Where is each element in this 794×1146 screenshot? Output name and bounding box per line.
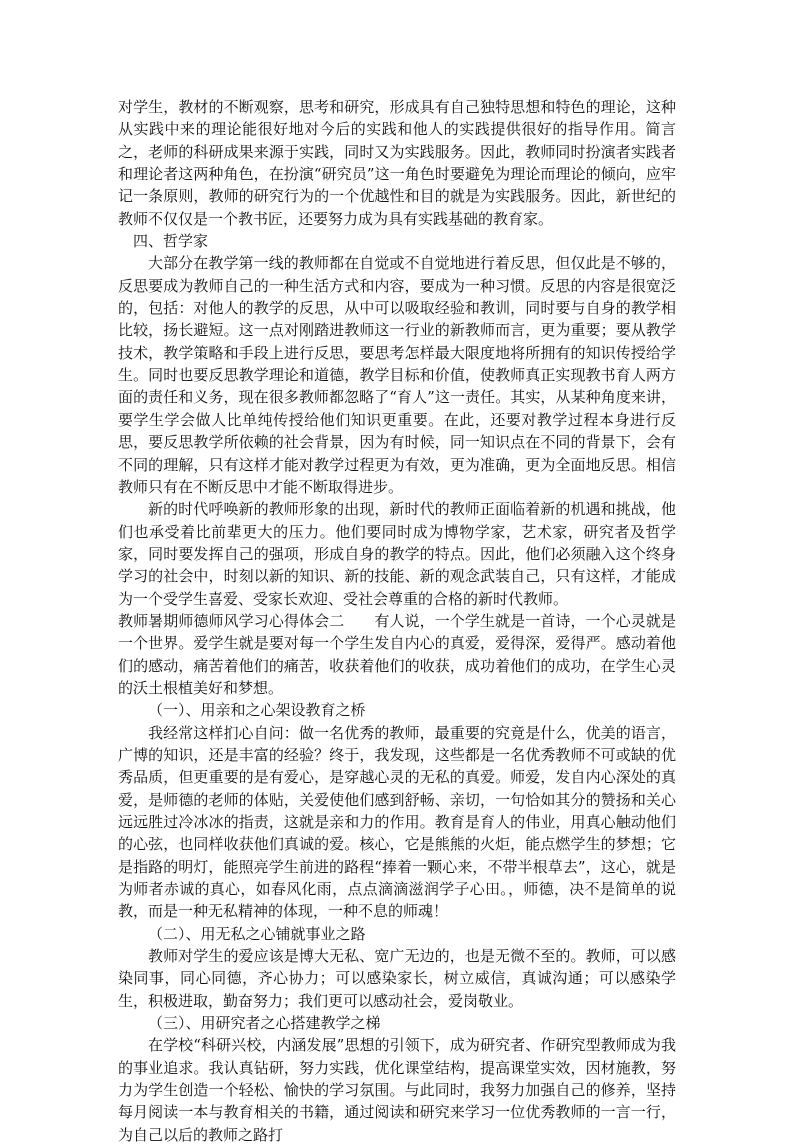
document-body [118, 96, 676, 1146]
subheading-affinity: （一）、用亲和之心架设教育之桥 [148, 701, 366, 720]
paragraph-affinity: 我经常这样扪心自问：做一名优秀的教师，最重要的究竟是什么，优美的语言，广博的知识，还是丰富的经验？终于，我发现，这些都是一名优秀教师不可或缺的优秀品质，但更重要的是有爱心，是穿越心灵的无私的真爱。师爱，发自内心深处的真爱，是师德的老师的体贴，关爱使他们感到舒畅、亲切，一句恰如其分的赞扬和关心远远胜过冷冰冰的指责，这就是亲和力的作用。教育是育人的伟业，用真心触动他们的心弦，也同样收获他们真诚的爱。核心，它是熊熊的火炬，能点燃学生的梦想；它是指路的明灯，能照亮学生前进的路程“捧着一颗心来，不带半根草去”，这心，就是为师者赤诚的真心，如春风化雨，点点滴滴滋润学子心田。，师德，决不是简单的说教，而是一种无私精神的体现，一种不息的师魂！ [118, 723, 676, 921]
paragraph-reflection: 大部分在教学第一线的教师都在自觉或不自觉地进行着反思，但仅此是不够的，反思要成为教师自己的一种生活方式和内容，要成为一种习惯。反思的内容是很宽泛的，包括：对他人的教学的反思，从中可以吸取经验和教训，同时要与自身的教学相比较，扬长避短。这一点对刚踏进教师这一行业的新教师而言，更为重要；要从教学技术，教学策略和手段上进行反思，要思考怎样最大限度地将所拥有的知识传授给学生。同时也要反思教学理论和道德，教学目标和价值，使教师真正实现教书育人两方面的责任和义务，现在很多教师都忽略了“育人”这一责任。其实，从某种角度来讲，要学生学会做人比单纯传授给他们知识更重要。在此，还要对教学过程本身进行反思，要反思教学所依赖的社会背景，因为有时候，同一知识点在不同的背景下，会有不同的理解，只有这样才能对教学过程更为有效，更为准确，更为全面地反思。相信教师只有在不断反思中才能不断取得进步。 [118, 254, 676, 496]
paragraph-new-era-teacher: 新的时代呼唤新的教师形象的出现，新时代的教师正面临着新的机遇和挑战，他们也承受着比前辈更大的压力。他们要同时成为博物学家，艺术家，研究者及哲学家，同时要发挥自己的强项，形成自身的教学的特点。因此，他们必须融入这个终身学习的社会中，时刻以新的知识、新的技能、新的观念武装自己，只有这样，才能成为一个受学生喜爱、受家长欢迎、受社会尊重的合格的新时代教师。 [118, 500, 676, 608]
paragraph-essay-two-intro [118, 610, 676, 699]
subheading-selfless: （二）、用无私之心铺就事业之路 [148, 924, 366, 943]
paragraph-selfless: 教师对学生的爱应该是博大无私、宽广无边的，也是无微不至的。教师，可以感染同事，同心同德，齐心协力；可以感染家长，树立威信，真诚沟通；可以感染学生，积极进取，勤奋努力；我们更可以感动社会，爱岗敬业。 [118, 947, 676, 1010]
subheading-researcher: （三）、用研究者之心搭建教学之梯 [148, 1014, 381, 1033]
paragraph-researcher-conclusion: 对学生，教材的不断观察，思考和研究，形成具有自己独特思想和特色的理论，这种从实践中来的理论能很好地对今后的实践和他人的实践提供很好的指导作用。简言之，老师的科研成果来源于实践，同时又为实践服务。因此，教师同时扮演者实践者和理论者这两种角色，在扮演“研究员”这一角色时要避免为理论而理论的倾向，应牢记一条原则，教师的研究行为的一个优越性和目的就是为实践服务。因此，新世纪的教师不仅仅是一个教书匠，还要努力成为具有实践基础的教育家。 [118, 98, 676, 228]
essay-two-opening: 有人说，一个学生就是一首诗，一个心灵就是一个世界。爱学生就是要对每一个学生发自内心的真爱，爱得深，爱得严。感动着他们的感动，痛苦着他们的痛苦，收获着他们的收获，成功着他们的成功，在学生心灵的沃土根植美好和梦想。 [118, 611, 676, 697]
essay-two-title: 教师暑期师德师风学习心得体会二 [118, 611, 345, 630]
paragraph-researcher: 在学校“科研兴校，内涵发展”思想的引领下，成为研究者、作研究型教师成为我的事业追求。我认真钻研，努力实践，优化课堂结构，提高课堂实效，因材施教，努力为学生创造一个轻松、愉快的学习氛围。与此同时，我努力加强自己的修养，坚持每月阅读一本与教育相关的书籍，通过阅读和研究来学习一位优秀教师的一言一行，为自己以后的教师之路打 [118, 1036, 676, 1144]
section-heading-philosopher: 四、哲学家 [133, 232, 209, 251]
